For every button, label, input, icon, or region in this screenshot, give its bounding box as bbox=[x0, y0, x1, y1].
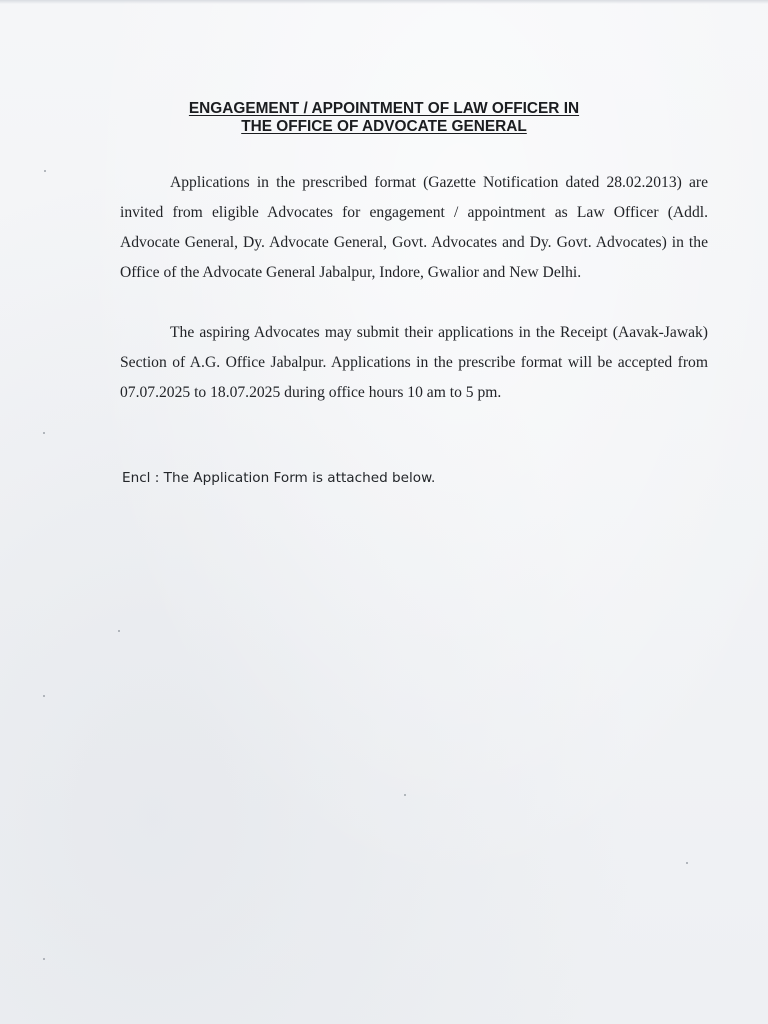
enclosure-note: Encl : The Application Form is attached below. bbox=[122, 470, 436, 486]
paragraph-invitation bbox=[120, 168, 708, 288]
notice-heading bbox=[96, 100, 672, 136]
scan-speck bbox=[43, 695, 45, 697]
scan-speck bbox=[43, 432, 45, 434]
scan-speck bbox=[118, 630, 120, 632]
scan-speck bbox=[404, 794, 406, 796]
paragraph-invitation-text: Applications in the prescribed format (Gazette Notification dated 28.02.2013) are invited from eligible Advocates for engagement / appointment as Law Officer (Addl. Advocate General, Dy. Advocate General, Govt. Advocates and Dy. Govt. Advocates) in the Office of the Advocate General Jabalpur, Indore, Gwalior and New Delhi. bbox=[120, 174, 708, 281]
heading-line-2: THE OFFICE OF ADVOCATE GENERAL bbox=[241, 118, 527, 135]
scan-speck bbox=[44, 170, 46, 172]
paragraph-submission-text: The aspiring Advocates may submit their applications in the Receipt (Aavak-Jawak) Section of A.G. Office Jabalpur. Applications in the prescribe format will be accepted from 07.07.2025 to 18.07.2025 during office hours 10 am to 5 pm. bbox=[120, 324, 708, 401]
paragraph-submission bbox=[120, 318, 708, 408]
scan-speck bbox=[43, 958, 45, 960]
scan-speck bbox=[686, 862, 688, 864]
page-top-edge bbox=[0, 0, 768, 4]
heading-line-1: ENGAGEMENT / APPOINTMENT OF LAW OFFICER IN bbox=[188, 100, 580, 117]
